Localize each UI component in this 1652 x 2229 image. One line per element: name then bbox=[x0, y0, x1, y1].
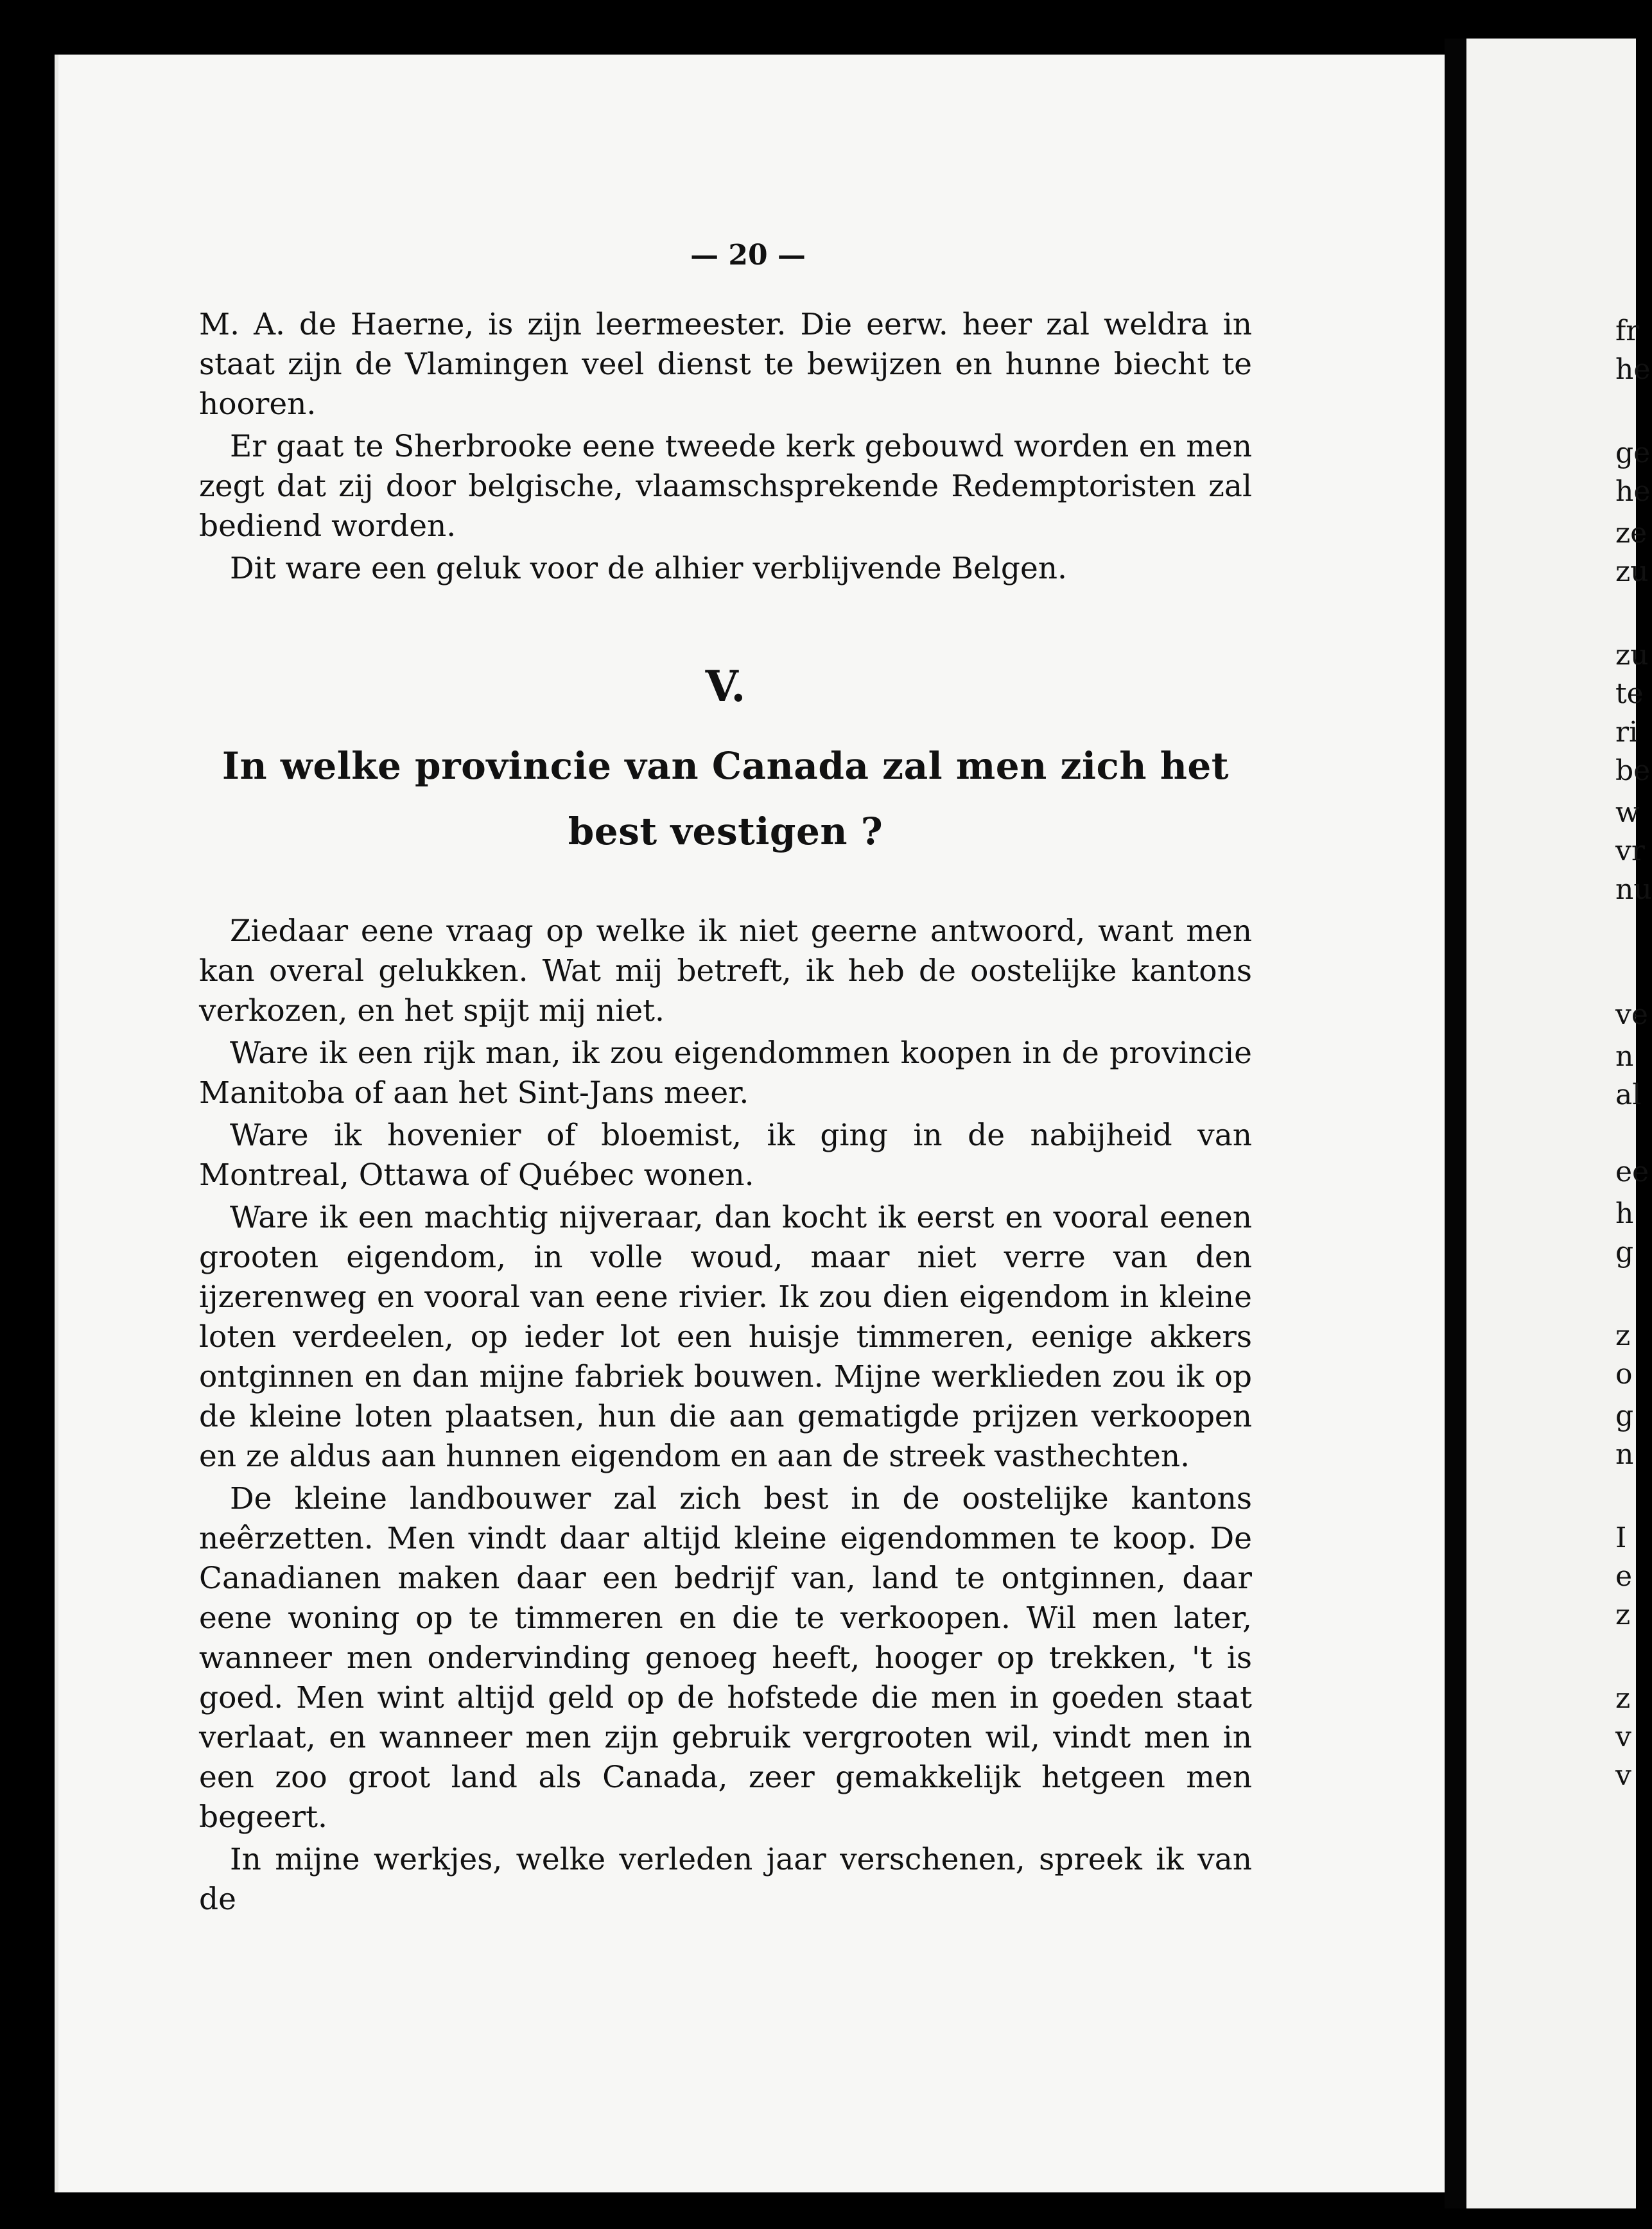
section-title: In welke provincie van Canada zal men zich het best vestigen ? bbox=[222, 744, 1230, 853]
paragraph: M. A. de Haerne, is zijn leermeester. Die eerw. heer zal weldra in staat zijn de Vlamingen veel dienst te bewijzen en hunne biecht te hooren. bbox=[199, 307, 1252, 422]
right-fragment: he bbox=[1615, 353, 1651, 386]
page-number: — 20 — bbox=[690, 239, 806, 272]
right-fragment: z bbox=[1615, 1682, 1631, 1715]
right-fragment: ve bbox=[1615, 998, 1648, 1031]
right-fragment: zu bbox=[1615, 639, 1649, 672]
body-text-block bbox=[199, 912, 1252, 1920]
right-fragment: w bbox=[1615, 796, 1640, 829]
paragraph: Ware ik hovenier of bloemist, ik ging in de nabijheid van Montreal, Ottawa of Québec wonen. bbox=[199, 1118, 1252, 1193]
right-fragment: te bbox=[1615, 677, 1644, 710]
paragraph: Ziedaar eene vraag op welke ik niet geerne antwoord, want men kan overal gelukken. Wat mij betreft, ik heb de oostelijke kantons verkozen, en het spijt mij niet. bbox=[199, 914, 1252, 1028]
paragraph: Ware ik een rijk man, ik zou eigendommen koopen in de provincie Manitoba of aan het Sint-Jans meer. bbox=[199, 1036, 1252, 1111]
right-fragment: g bbox=[1615, 1400, 1634, 1432]
right-fragment: ze bbox=[1615, 517, 1648, 550]
right-page-edge bbox=[1466, 39, 1639, 2208]
paragraph: Er gaat te Sherbrooke eene tweede kerk gebouwd worden en men zegt dat zij door belgische, vlaamschsprekende Redemptoristen zal bediend worden. bbox=[199, 429, 1252, 544]
right-fragment: z bbox=[1615, 1319, 1631, 1352]
right-fragment: I bbox=[1615, 1522, 1627, 1554]
right-fragment: zu bbox=[1615, 555, 1649, 588]
paragraph: De kleine landbouwer zal zich best in de oostelijke kantons neêrzetten. Men vindt daar altijd kleine eigendommen te koop. De Canadianen maken daar een bedrijf van, land te ontginnen, daar eene woning op te timmeren en die te verkoopen. Wil men later, wanneer men ondervinding genoeg heeft, hooger op trekken, 't is goed. Men wint altijd geld op de hofstede die men in goeden staat verlaat, en wanneer men zijn gebruik vergrooten wil, vindt men in een zoo groot land als Canada, zeer gemakkelijk hetgeen men begeert. bbox=[199, 1481, 1252, 1835]
right-fragment: z bbox=[1615, 1599, 1631, 1631]
right-fragment: h bbox=[1615, 1197, 1634, 1230]
right-fragment: v bbox=[1615, 1721, 1631, 1753]
right-fragment: n bbox=[1615, 1438, 1634, 1471]
right-fragment: nu bbox=[1615, 873, 1652, 906]
right-fragment: v bbox=[1615, 1759, 1631, 1792]
right-fragment: e bbox=[1615, 1560, 1633, 1593]
page-gutter bbox=[1445, 39, 1466, 2208]
right-fragment: o bbox=[1615, 1358, 1633, 1391]
right-fragment: al bbox=[1615, 1079, 1642, 1111]
right-fragment: ri bbox=[1615, 716, 1639, 749]
paragraph: Ware ik een machtig nijveraar, dan kocht ik eerst en vooral eenen grooten eigendom, in volle woud, maar niet verre van den ijzerenweg en vooral van eene rivier. Ik zou dien eigendom in kleine loten verdeelen, op ieder lot een huisje timmeren, eenige akkers ontginnen en dan mijne fabriek bouwen. Mijne werklieden zou ik op de kleine loten plaatsen, hun die aan gematigde prijzen verkoopen en ze aldus aan hunnen eigendom en aan de streek vasthechten. bbox=[199, 1200, 1252, 1474]
paragraph: In mijne werkjes, welke verleden jaar verschenen, spreek ik van de bbox=[199, 1842, 1252, 1917]
right-fragment: vr bbox=[1615, 835, 1645, 867]
right-fragment: ee bbox=[1615, 1156, 1649, 1188]
right-fragment: ge bbox=[1615, 437, 1651, 469]
right-fragment: fr bbox=[1615, 315, 1640, 347]
section-heading bbox=[199, 661, 1252, 864]
section-number: V. bbox=[705, 661, 746, 711]
right-fragment: be bbox=[1615, 754, 1651, 787]
right-fragment: he bbox=[1615, 475, 1651, 508]
paragraph: Dit ware een geluk voor de alhier verblijvende Belgen. bbox=[230, 551, 1067, 586]
right-fragment: n bbox=[1615, 1040, 1634, 1073]
right-fragment: g bbox=[1615, 1236, 1634, 1269]
top-text-block bbox=[199, 305, 1252, 589]
